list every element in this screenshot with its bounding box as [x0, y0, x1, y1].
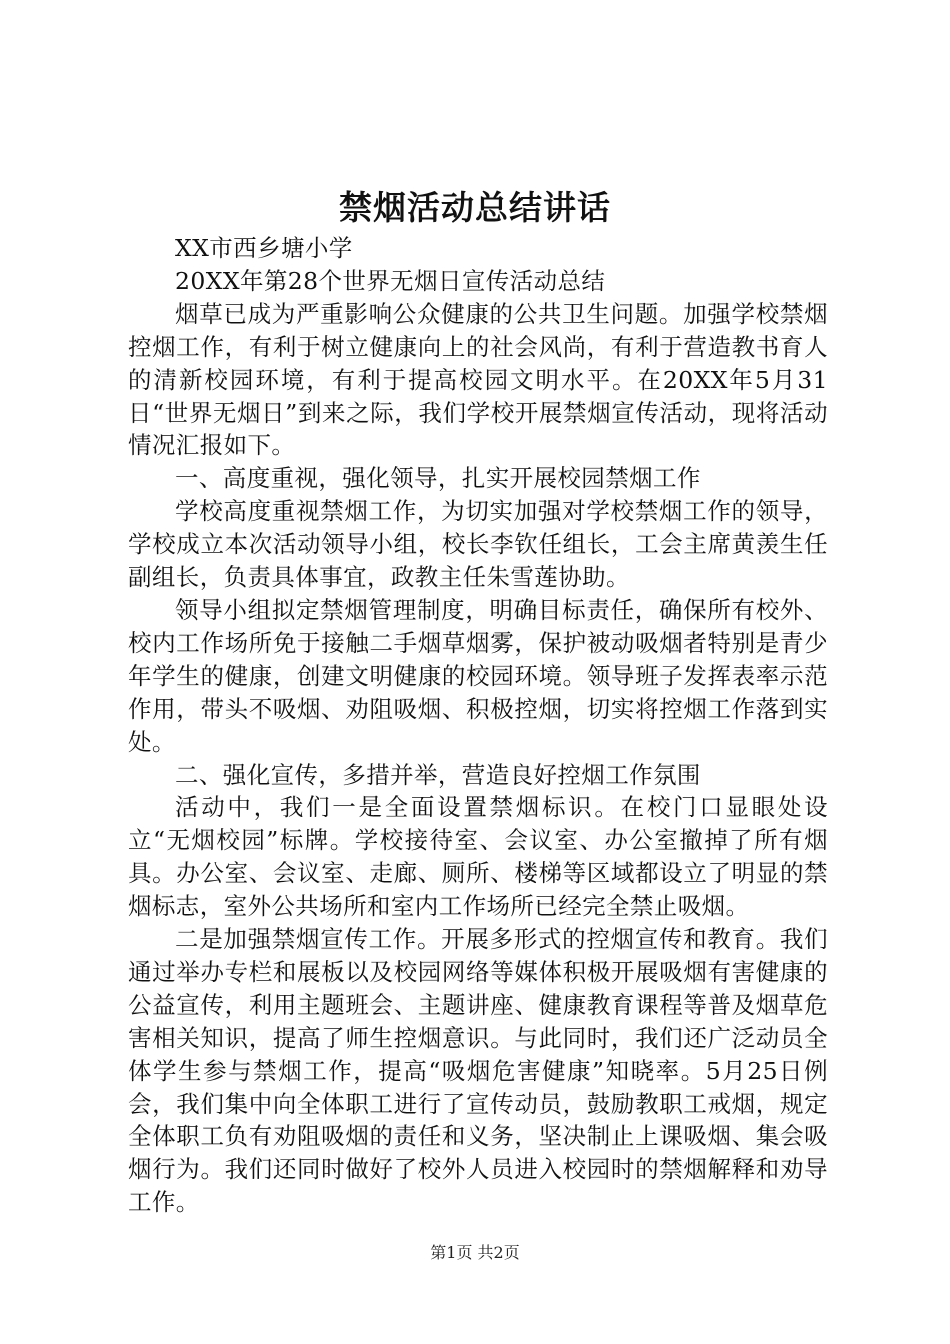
section-heading-2: 二、强化宣传，多措并举，营造良好控烟工作氛围	[175, 760, 701, 789]
paragraph-publicity: 二是加强禁烟宣传工作。开展多形式的控烟宣传和教育。我们通过举办专栏和展板以及校园网络等媒体积极开展吸烟有害健康的公益宣传，利用主题班会、主题讲座、健康教育课程等普及烟草危害相关知识，提高了师生控烟意识。与此同时，我们还广泛动员全体学生参与禁烟工作，提高“吸烟危害健康”知晓率。5月25日例会，我们集中向全体职工进行了宣传动员，鼓励教职工戒烟，规定全体职工负有劝阻吸烟的责任和义务，坚决制止上课吸烟、集会吸烟行为。我们还同时做好了校外人员进入校园时的禁烟解释和劝导工作。	[128, 925, 828, 1217]
paragraph-intro: 烟草已成为严重影响公众健康的公共卫生问题。加强学校禁烟控烟工作，有利于树立健康向上的社会风尚，有利于营造教书育人的清新校园环境，有利于提高校园文明水平。在20XX年5月31日“世界无烟日”到来之际，我们学校开展禁烟宣传活动，现将活动情况汇报如下。	[128, 299, 828, 460]
section-heading-1: 一、高度重视，强化领导，扎实开展校园禁烟工作	[175, 464, 701, 493]
document-body	[128, 232, 828, 1219]
paragraph-leadership: 学校高度重视禁烟工作，为切实加强对学校禁烟工作的领导，学校成立本次活动领导小组，校长李钦任组长，工会主席黄羡生任副组长，负责具体事宜，政教主任朱雪莲协助。	[128, 497, 828, 592]
document-title: 禁烟活动总结讲话	[339, 188, 611, 227]
paragraph-signage: 活动中，我们一是全面设置禁烟标识。在校门口显眼处设立“无烟校园”标牌。学校接待室、会议室、办公室撤掉了所有烟具。办公室、会议室、走廊、厕所、楼梯等区域都设立了明显的禁烟标志，室外公共场所和室内工作场所已经完全禁止吸烟。	[128, 793, 828, 921]
summary-subtitle-line: 20XX年第28个世界无烟日宣传活动总结	[175, 266, 606, 295]
school-name-line: XX市西乡塘小学	[175, 234, 353, 262]
page-footer: 第1页 共2页	[430, 1243, 520, 1262]
paragraph-management: 领导小组拟定禁烟管理制度，明确目标责任，确保所有校外、校内工作场所免于接触二手烟草烟雾，保护被动吸烟者特别是青少年学生的健康，创建文明健康的校园环境。领导班子发挥表率示范作用，带头不吸烟、劝阻吸烟、积极控烟，切实将控烟工作落到实处。	[128, 595, 828, 756]
